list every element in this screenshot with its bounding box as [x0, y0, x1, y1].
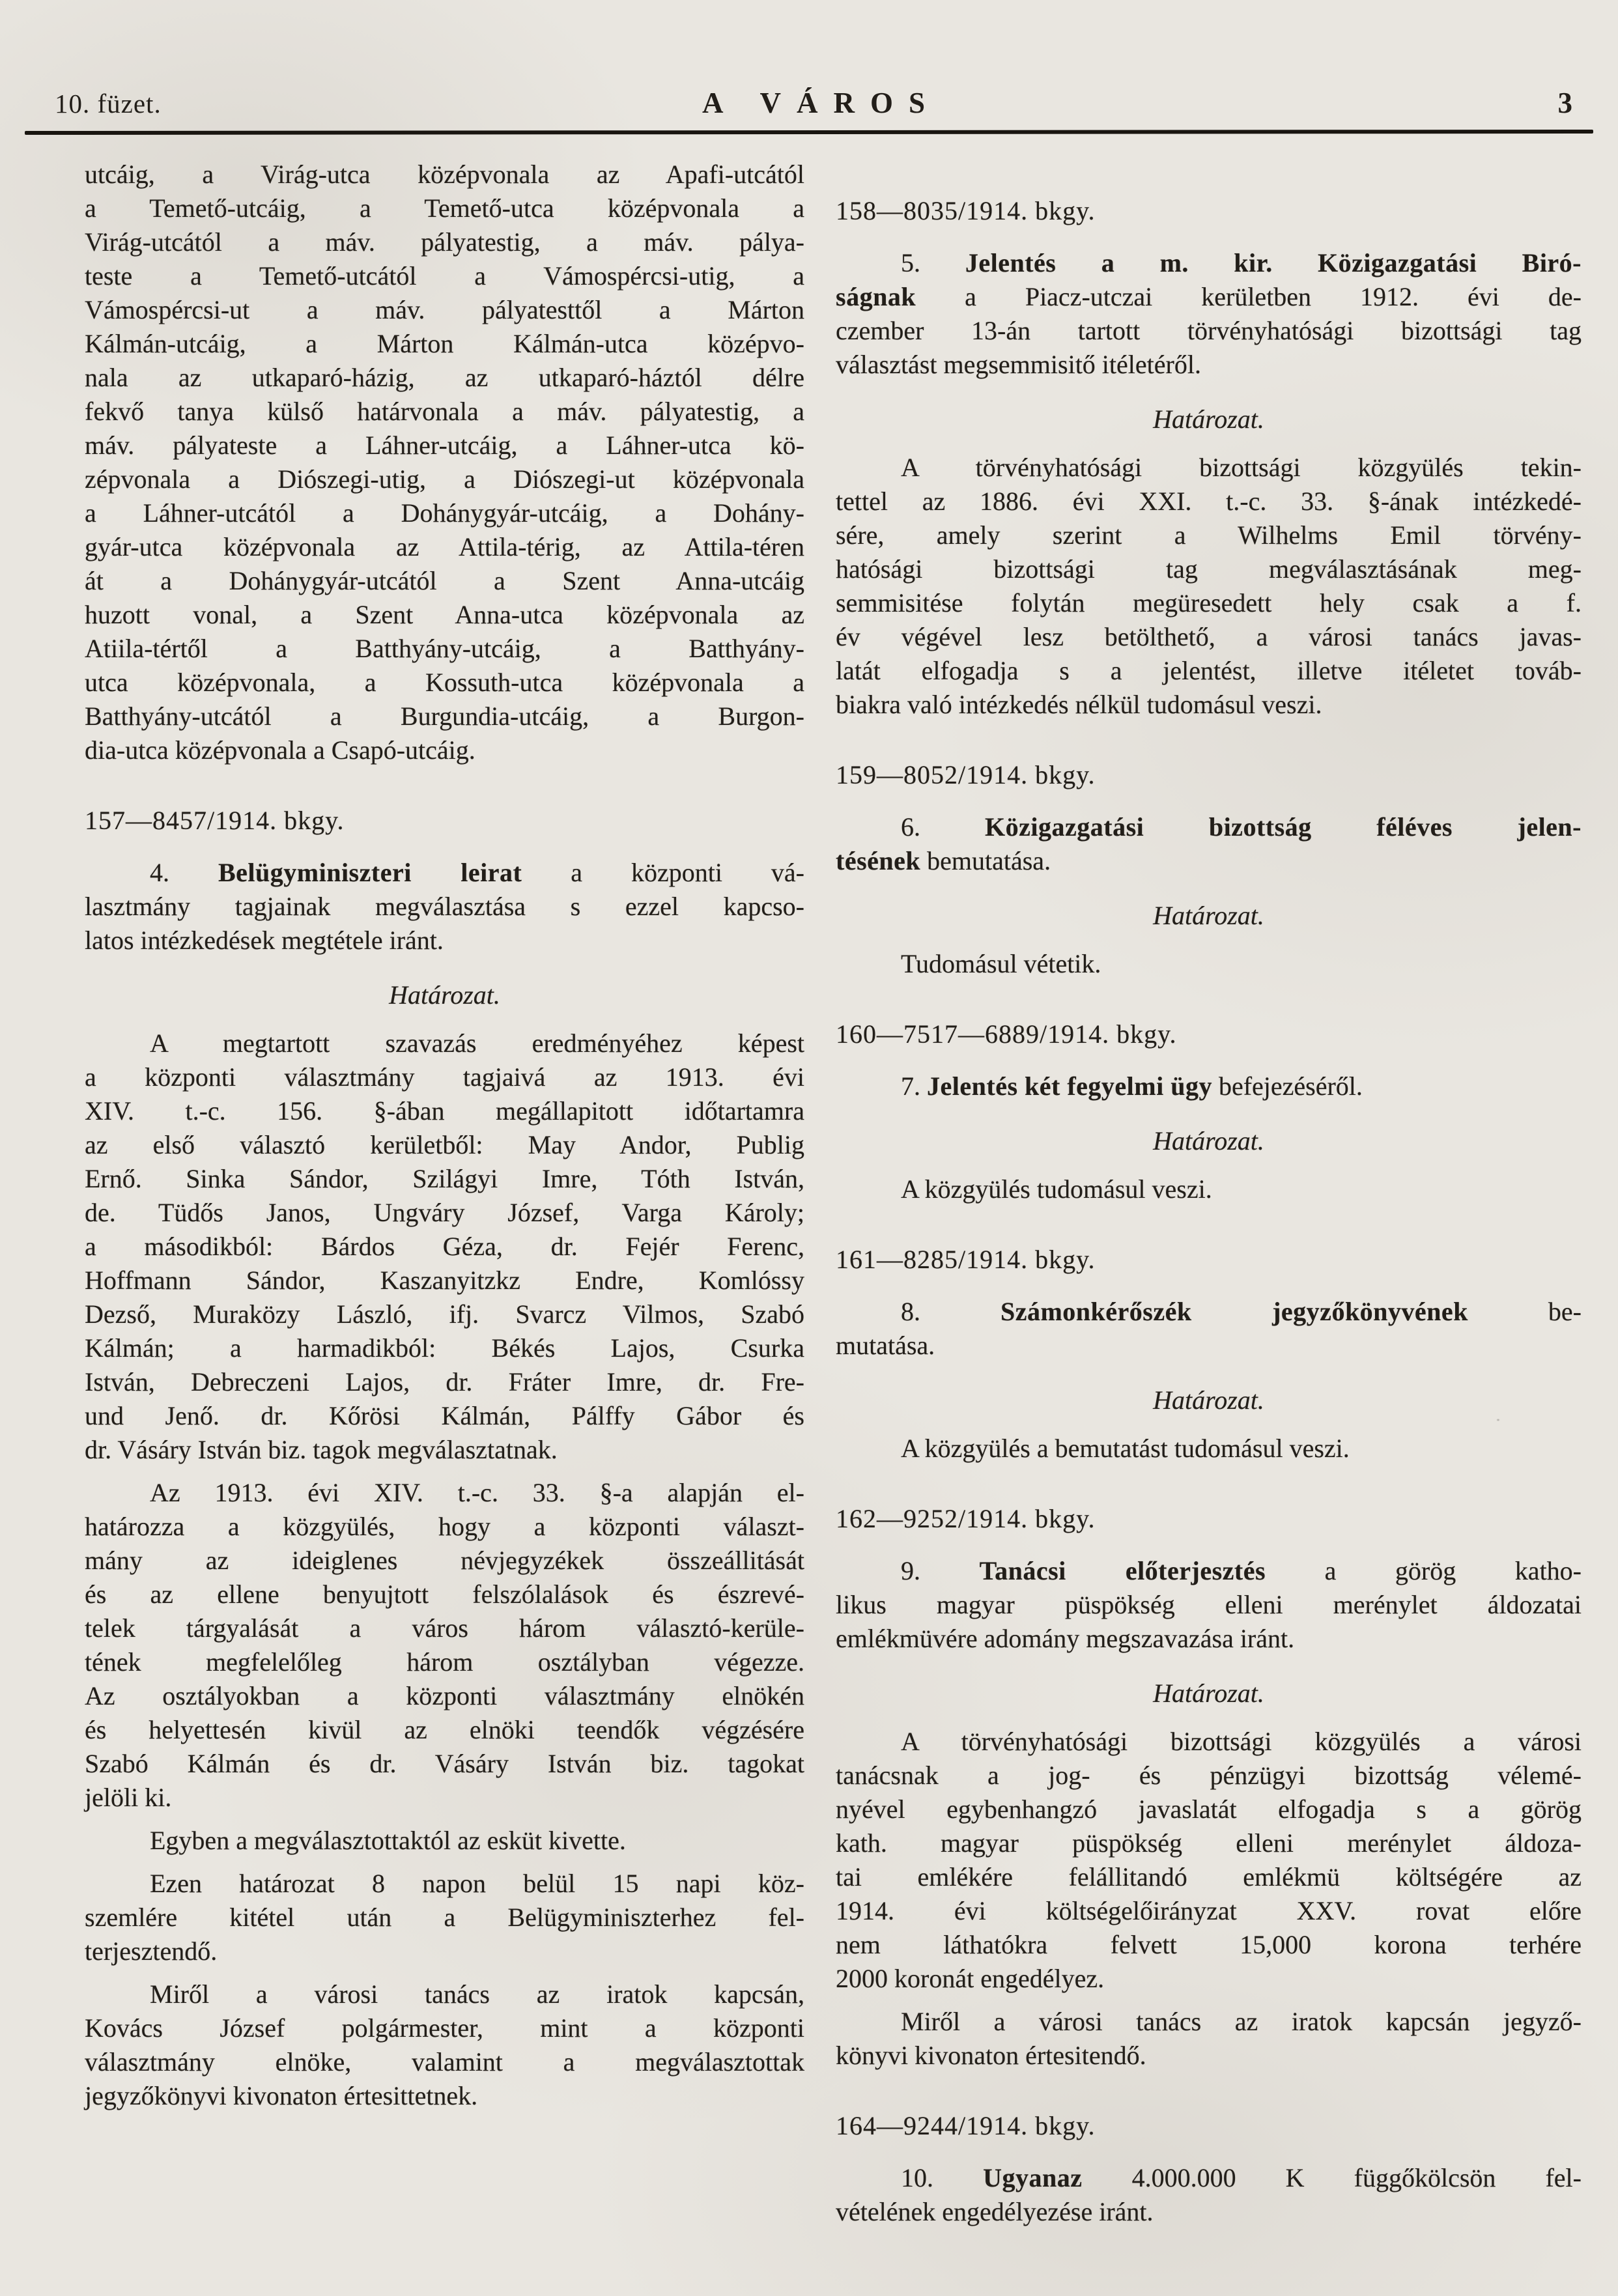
text-line: [85, 293, 804, 327]
record-reference-161: [836, 1243, 1582, 1277]
item-9-heading: [836, 1554, 1582, 1656]
record-reference-160: [836, 1017, 1582, 1051]
text-segment: tettel az 1886. évi XXI. t.-c. 33. §-ának intézkedé-: [836, 487, 1582, 516]
text-line: [85, 1713, 804, 1747]
text-segment: 1914. évi költségelőirányzat XXV. rovat előre: [836, 1896, 1582, 1925]
text-segment: át a Dohánygyár-utcától a Szent Anna-utcáig: [85, 566, 804, 595]
text-segment: 157—8457/1914. bkgy.: [85, 806, 345, 835]
resolution-body: [85, 1977, 804, 2113]
text-line: [836, 246, 1582, 280]
item-7-heading: [836, 1070, 1582, 1103]
text-segment: utca középvonala, a Kossuth-utca középvonala a: [85, 668, 804, 697]
text-line: [85, 2079, 804, 2113]
text-line: [836, 810, 1582, 844]
text-segment: A törvényhatósági bizottsági közgyülés tekin-: [901, 453, 1582, 482]
text-line: [85, 1977, 804, 2011]
text-segment: Atiila-tértől a Batthyány-utcáig, a Batthyány-: [85, 634, 804, 663]
text-line: [85, 1935, 804, 1968]
resolution-body: [836, 947, 1582, 981]
text-segment: jelöli ki.: [85, 1783, 172, 1812]
resolution-body: [85, 1476, 804, 1815]
bold-text-segment: ságnak: [836, 282, 916, 311]
text-line: [85, 1824, 804, 1858]
text-segment: huzott vonal, a Szent Anna-utca középvonala az: [85, 600, 804, 629]
text-segment: Vámospércsi-ut a máv. pályatesttől a Márton: [85, 295, 804, 324]
text-line: [85, 1867, 804, 1901]
text-line: [85, 924, 804, 957]
text-segment: tanácsnak a jog- és pénzügyi bizottság vélemé-: [836, 1761, 1582, 1790]
text-line: [85, 1230, 804, 1264]
text-segment: sére, amely szerint a Wilhelms Emil törvény-: [836, 520, 1582, 550]
text-segment: dr. Vásáry István biz. tagok megválasztatnak.: [85, 1435, 558, 1464]
text-segment: latos intézkedések megtétele iránt.: [85, 926, 444, 955]
text-line: [85, 1476, 804, 1510]
text-line: [836, 403, 1582, 436]
text-line: [836, 1759, 1582, 1793]
text-segment: Szabó Kálmán és dr. Vásáry István biz. tagokat: [85, 1749, 804, 1778]
text-segment: hatósági bizottsági tag megválasztásának meg-: [836, 554, 1582, 584]
text-line: [836, 485, 1582, 518]
record-reference-159: [836, 758, 1582, 792]
text-segment: nala az utkaparó-házig, az utkaparó-háztól délre: [85, 363, 804, 392]
text-line: [836, 654, 1582, 688]
text-segment: Határozat.: [1153, 1385, 1264, 1415]
text-segment: választmány elnöke, valamint a megválasztottak: [85, 2047, 804, 2076]
text-segment: könyvi kivonaton értesitendő.: [836, 2041, 1146, 2070]
text-segment: 160—7517—6889/1914. bkgy.: [836, 1019, 1177, 1049]
text-line: [85, 530, 804, 564]
text-segment: 158—8035/1914. bkgy.: [836, 196, 1096, 225]
text-line: [85, 1781, 804, 1815]
text-segment: tai emlékére felállitandó emlékmü költségére az: [836, 1862, 1582, 1892]
text-line: [836, 2195, 1582, 2229]
text-line: [836, 451, 1582, 485]
text-line: [836, 1962, 1582, 1996]
record-reference-157: [85, 804, 804, 838]
resolution-heading: [836, 1383, 1582, 1417]
text-line: [836, 2161, 1582, 2195]
issue-label: 10. füzet.: [55, 89, 162, 119]
text-segment: nem láthatókra felvett 15,000 korona terhére: [836, 1930, 1582, 1959]
text-line: [836, 1793, 1582, 1826]
text-line: [85, 700, 804, 733]
text-line: [85, 429, 804, 462]
text-line: [85, 1679, 804, 1713]
text-segment: 2000 koronát engedélyez.: [836, 1964, 1105, 1993]
text-line: [836, 1677, 1582, 1710]
right-column: [836, 158, 1582, 2229]
text-line: [836, 1124, 1582, 1158]
resolution-body: [836, 451, 1582, 722]
text-segment: 6.: [901, 812, 986, 842]
text-line: [836, 947, 1582, 981]
text-segment: fekvő tanya külső határvonala a máv. pályatestig, a: [85, 397, 804, 426]
text-line: [85, 2045, 804, 2079]
text-segment: és az ellene benyujtott felszólalások és észrevé-: [85, 1580, 804, 1609]
text-line: [836, 1329, 1582, 1363]
item-10-heading: [836, 2161, 1582, 2229]
text-segment: Dezső, Muraközy László, ifj. Svarcz Vilmos, Szabó: [85, 1299, 804, 1329]
text-segment: Ernő. Sinka Sándor, Szilágyi Imre, Tóth István,: [85, 1164, 804, 1193]
text-line: [85, 225, 804, 259]
text-segment: 161—8285/1914. bkgy.: [836, 1245, 1096, 1274]
bold-text-segment: Ugyanaz: [983, 2163, 1083, 2192]
text-line: [836, 899, 1582, 933]
text-segment: Hoffmann Sándor, Kaszanyitzkz Endre, Komlóssy: [85, 1266, 804, 1295]
text-segment: az első választó kerületből: May Andor, Publig: [85, 1130, 804, 1159]
text-segment: jegyzőkönyvi kivonaton értesittetnek.: [85, 2081, 478, 2110]
text-line: [836, 1502, 1582, 1536]
text-segment: Az osztályokban a központi választmány elnökén: [85, 1681, 804, 1710]
text-segment: Határozat.: [389, 980, 500, 1010]
text-segment: de. Tüdős Janos, Ungváry József, Varga Károly;: [85, 1198, 804, 1227]
text-line: [85, 1578, 804, 1611]
text-segment: biakra való intézkedés nélkül tudomásul veszi.: [836, 690, 1322, 719]
text-line: [85, 395, 804, 429]
text-segment: 159—8052/1914. bkgy.: [836, 760, 1096, 789]
text-line: [836, 1622, 1582, 1656]
text-line: [836, 280, 1582, 314]
text-line: [836, 1017, 1582, 1051]
item-4-heading: [85, 856, 804, 957]
resolution-heading: [836, 403, 1582, 436]
text-line: [836, 1295, 1582, 1329]
resolution-heading: [85, 978, 804, 1012]
text-segment: czember 13-án tartott törvényhatósági bizottsági tag: [836, 316, 1582, 345]
text-line: [85, 1433, 804, 1467]
resolution-body: [85, 1027, 804, 1467]
text-segment: Határozat.: [1153, 1126, 1264, 1155]
text-line: [85, 733, 804, 767]
item-6-heading: [836, 810, 1582, 878]
text-segment: 4.: [150, 858, 218, 887]
bold-text-segment: Számonkérőszék jegyzőkönyvének: [1000, 1297, 1468, 1326]
text-segment: a központi vá-: [522, 858, 805, 887]
text-segment: a Piacz-utczai kerületben 1912. évi de-: [916, 282, 1582, 311]
text-segment: Határozat.: [1153, 1679, 1264, 1708]
text-segment: Miről a városi tanács az iratok kapcsán jegyző-: [901, 2007, 1582, 2036]
text-line: [85, 1747, 804, 1781]
bold-text-segment: Jelentés két fegyelmi ügy: [927, 1071, 1212, 1101]
text-segment: a Láhner-utcától a Dohánygyár-utcáig, a Dohány-: [85, 498, 804, 528]
text-segment: máv. pályateste a Láhner-utcáig, a Láhner-utca kö-: [85, 431, 804, 460]
left-column: [85, 158, 804, 2229]
text-line: [836, 518, 1582, 552]
text-segment: telek tárgyalását a város három választó-kerüle-: [85, 1613, 804, 1643]
text-segment: A közgyülés a bemutatást tudomásul veszi.: [901, 1434, 1350, 1463]
resolution-body: [836, 2005, 1582, 2073]
page-columns: [0, 134, 1618, 2229]
journal-title: A VÁROS: [702, 87, 941, 119]
record-reference-164: [836, 2109, 1582, 2143]
text-segment: 162—9252/1914. bkgy.: [836, 1504, 1096, 1533]
text-segment: und Jenő. dr. Kőrösi Kálmán, Pálffy Gábor és: [85, 1401, 804, 1430]
resolution-body: [85, 1867, 804, 1968]
text-line: [836, 758, 1582, 792]
text-line: [836, 1588, 1582, 1622]
text-line: [836, 586, 1582, 620]
text-segment: Virág-utcától a máv. pályatestig, a máv. pálya-: [85, 227, 804, 257]
text-line: [836, 552, 1582, 586]
text-line: [85, 632, 804, 666]
text-line: [85, 1094, 804, 1128]
text-line: [836, 2005, 1582, 2039]
record-reference-162: [836, 1502, 1582, 1536]
text-line: [85, 1297, 804, 1331]
text-segment: latát elfogadja s a jelentést, illetve itéletet továb-: [836, 656, 1582, 685]
text-segment: a másodikból: Bárdos Géza, dr. Fejér Ferenc,: [85, 1232, 804, 1261]
text-segment: lasztmány tagjainak megválasztása s ezzel kapcso-: [85, 892, 804, 921]
text-segment: A megtartott szavazás eredményéhez képest: [150, 1028, 804, 1058]
item-8-heading: [836, 1295, 1582, 1363]
text-line: [836, 1172, 1582, 1206]
text-segment: gyár-utca középvonala az Attila-térig, az Attila-téren: [85, 532, 804, 561]
text-segment: 164—9244/1914. bkgy.: [836, 2111, 1096, 2140]
text-line: [836, 1860, 1582, 1894]
text-line: [836, 1894, 1582, 1928]
text-segment: A közgyülés tudomásul veszi.: [901, 1174, 1212, 1204]
text-line: [85, 496, 804, 530]
text-line: [85, 1162, 804, 1196]
text-line: [85, 1645, 804, 1679]
text-segment: utcáig, a Virág-utca középvonala az Apafi-utcától: [85, 160, 804, 189]
bold-text-segment: Jelentés a m. kir. Közigazgatási Biró-: [965, 248, 1582, 277]
text-line: [85, 1060, 804, 1094]
text-line: [836, 1432, 1582, 1466]
text-segment: Kálmán-utcáig, a Márton Kálmán-utca középvo-: [85, 329, 804, 358]
text-segment: bemutatása.: [920, 846, 1051, 875]
text-segment: A törvényhatósági bizottsági közgyülés a városi: [901, 1727, 1582, 1756]
text-segment: vételének engedélyezése iránt.: [836, 2197, 1154, 2226]
record-reference-158: [836, 194, 1582, 228]
text-line: [836, 2039, 1582, 2073]
text-line: [85, 804, 804, 838]
text-line: [85, 1510, 804, 1544]
text-line: [85, 1264, 804, 1297]
bold-text-segment: Tanácsi előterjesztés: [979, 1556, 1266, 1585]
text-line: [85, 1331, 804, 1365]
text-segment: a Temető-utcáig, a Temető-utca középvonala a: [85, 193, 804, 223]
text-line: [85, 1399, 804, 1433]
text-segment: Egyben a megválasztottaktól az esküt kivette.: [150, 1826, 626, 1855]
text-segment: 5.: [901, 248, 965, 277]
resolution-body: [85, 1824, 804, 1858]
text-line: [85, 1196, 804, 1230]
text-line: [836, 1725, 1582, 1759]
text-line: [836, 194, 1582, 228]
text-line: [85, 890, 804, 924]
text-segment: választást megsemmisitő itéletéről.: [836, 350, 1201, 379]
text-line: [85, 564, 804, 598]
text-line: [85, 1128, 804, 1162]
text-line: [85, 259, 804, 293]
text-segment: 9.: [901, 1556, 980, 1585]
text-line: [85, 666, 804, 700]
text-segment: Határozat.: [1153, 404, 1264, 434]
text-segment: Ezen határozat 8 napon belül 15 napi köz-: [150, 1869, 804, 1898]
text-segment: 10.: [901, 2163, 984, 2192]
text-segment: kath. magyar püspökség elleni merénylet áldoza-: [836, 1828, 1582, 1858]
resolution-heading: [836, 1677, 1582, 1710]
text-segment: és helyettesén kivül az elnöki teendők végzésére: [85, 1715, 804, 1744]
text-segment: zépvonala a Diószegi-utig, a Diószegi-ut középvonala: [85, 464, 804, 494]
text-line: [836, 1243, 1582, 1277]
text-segment: Határozat.: [1153, 901, 1264, 930]
resolution-body: [836, 1172, 1582, 1206]
resolution-body: [836, 1432, 1582, 1466]
text-segment: a görög katho-: [1266, 1556, 1582, 1585]
text-segment: befejezéséről.: [1212, 1071, 1363, 1101]
text-segment: István, Debreczeni Lajos, dr. Fráter Imre, dr. Fre-: [85, 1367, 804, 1396]
text-line: [836, 1554, 1582, 1588]
text-segment: tének megfelelőleg három osztályban végezze.: [85, 1647, 804, 1677]
bold-text-segment: Közigazgatási bizottság féléves jelen-: [985, 812, 1582, 842]
text-segment: mutatása.: [836, 1331, 935, 1360]
text-segment: terjesztendő.: [85, 1936, 218, 1966]
text-segment: év végével lesz betölthető, a városi tanács javas-: [836, 622, 1582, 651]
text-line: [836, 1070, 1582, 1103]
text-line: [836, 1928, 1582, 1962]
text-line: [836, 1826, 1582, 1860]
text-segment: 7.: [901, 1071, 927, 1101]
boundary-description-paragraph: [85, 158, 804, 767]
text-segment: emlékmüvére adomány megszavazása iránt.: [836, 1624, 1295, 1653]
bold-text-segment: tésének: [836, 846, 921, 875]
text-segment: Az 1913. évi XIV. t.-c. 33. §-a alapján el-: [150, 1478, 804, 1507]
text-segment: határozza a közgyülés, hogy a központi választ-: [85, 1512, 804, 1541]
text-line: [85, 1544, 804, 1578]
text-segment: XIV. t.-c. 156. §-ában megállapitott időtartamra: [85, 1096, 804, 1126]
text-line: [836, 844, 1582, 878]
text-line: [85, 978, 804, 1012]
text-segment: a központi választmány tagjaivá az 1913. évi: [85, 1062, 804, 1092]
text-segment: Batthyány-utcától a Burgundia-utcáig, a Burgon-: [85, 702, 804, 731]
text-segment: dia-utca középvonala a Csapó-utcáig.: [85, 735, 475, 765]
text-line: [836, 620, 1582, 654]
text-line: [836, 2109, 1582, 2143]
text-line: [836, 1383, 1582, 1417]
text-line: [85, 598, 804, 632]
text-line: [85, 1027, 804, 1060]
text-segment: 4.000.000 K függőkölcsön fel-: [1082, 2163, 1582, 2192]
text-segment: Kovács József polgármester, mint a központi: [85, 2013, 804, 2043]
text-segment: nyével egybenhangzó javaslatát elfogadja s a görög: [836, 1794, 1582, 1824]
text-segment: teste a Temető-utcától a Vámospércsi-utig, a: [85, 261, 804, 291]
text-segment: szemlére kitétel után a Belügyminiszterhez fel-: [85, 1903, 804, 1932]
text-segment: mány az ideiglenes névjegyzékek összeállitását: [85, 1546, 804, 1575]
text-line: [85, 1611, 804, 1645]
text-line: [85, 327, 804, 361]
bold-text-segment: Belügyminiszteri leirat: [218, 858, 522, 887]
text-segment: Kálmán; a harmadikból: Békés Lajos, Csurka: [85, 1333, 804, 1363]
masthead: [0, 0, 1618, 120]
text-segment: Tudomásul vétetik.: [901, 949, 1101, 978]
resolution-body: [836, 1725, 1582, 1996]
text-line: [85, 462, 804, 496]
text-segment: 8.: [901, 1297, 1001, 1326]
resolution-heading: [836, 1124, 1582, 1158]
text-segment: be-: [1468, 1297, 1582, 1326]
text-line: [85, 1365, 804, 1399]
text-line: [836, 314, 1582, 348]
page-number: 3: [1557, 87, 1572, 119]
item-5-heading: [836, 246, 1582, 382]
text-line: [85, 361, 804, 395]
text-segment: Miről a városi tanács az iratok kapcsán,: [150, 1979, 804, 2009]
text-line: [85, 1901, 804, 1935]
resolution-heading: [836, 899, 1582, 933]
text-line: [836, 688, 1582, 722]
text-segment: likus magyar püspökség elleni merénylet áldozatai: [836, 1590, 1582, 1619]
text-line: [85, 158, 804, 191]
text-line: [836, 348, 1582, 382]
text-line: [85, 856, 804, 890]
text-segment: semmisitése folytán megüresedett hely csak a f.: [836, 588, 1582, 617]
text-line: [85, 2011, 804, 2045]
text-line: [85, 191, 804, 225]
